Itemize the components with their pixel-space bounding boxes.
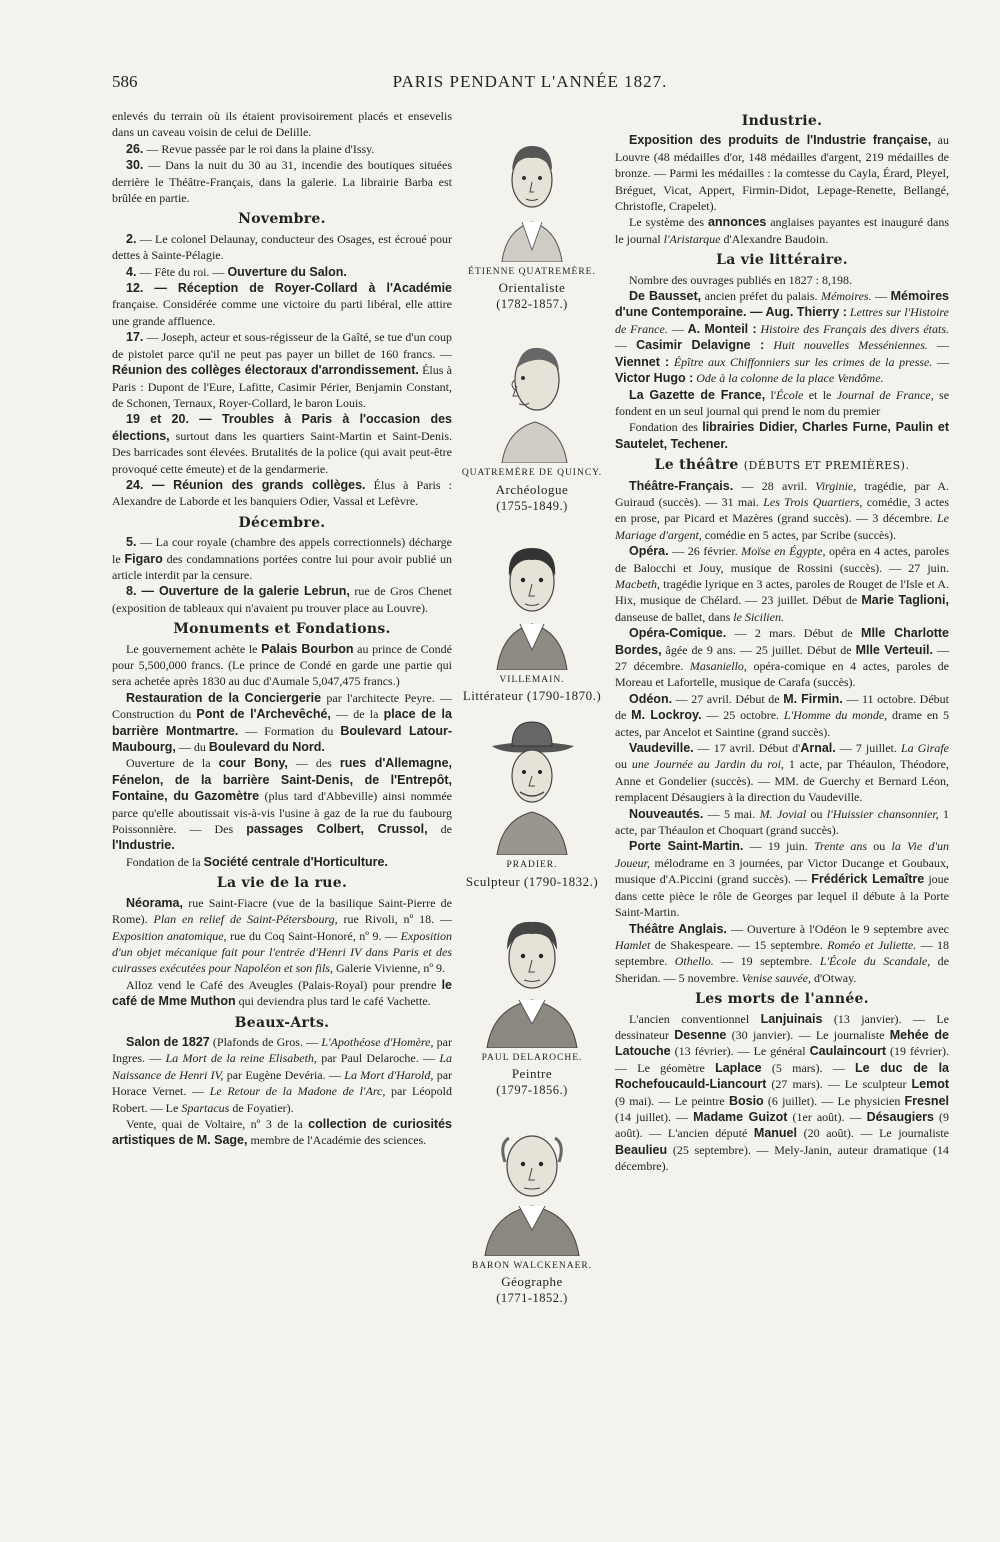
heading-vie-litteraire: La vie littéraire. [716,252,848,269]
portrait-name: PRADIER. [506,860,558,871]
portrait-name: VILLEMAIN. [499,674,565,685]
heading-theatre: Le théâtre (DÉBUTS ET PREMIÈRES). [654,457,910,474]
entry-nov-12: 12. — Réception de Royer-Collard à l'Académie française. Considérée comme une victoire du parti libéral, elle attire une grande affluence. [112,281,452,328]
paragraph: enlevés du terrain où ils étaient provisoirement placés et ensevelis dans un caveau voisin de celui de Delille. [112,109,452,140]
heading-theatre-sub: (DÉBUTS ET PREMIÈRES). [743,459,910,473]
heading-decembre: Décembre. [238,514,326,531]
portrait-engraving [487,520,577,670]
heading-monuments: Monuments et Fondations. [173,621,391,638]
paragraph: Odéon. — 27 avril. Début de M. Firmin. — 11 octobre. Début de M. Lockroy. — 25 octobre. L'Homme du monde, drame en 5 actes, par Ancelot et Saintine (grand succès). [615,691,949,739]
portrait-name: QUATREMÈRE DE QUINCY. [461,468,603,479]
paragraph: Vente, quai de Voltaire, nº 3 de la collection de curiosités artistiques de M. Sage, membre de l'Académie des sciences. [112,1116,452,1148]
heading-industrie: Industrie. [741,113,823,129]
portrait-role: Archéologue [495,481,569,497]
portrait-role: Littérateur (1790-1870.) [462,688,602,704]
portrait-engraving [482,710,582,855]
heading-beaux-arts: Beaux-Arts. [234,1014,330,1031]
portrait-role: Sculpteur (1790-1832.) [465,873,599,889]
heading-morts: Les morts de l'année. [695,991,869,1008]
portrait-baron-walckenaer [456,1104,608,1306]
paragraph: De Bausset, ancien préfet du palais. Mémoires. — Mémoires d'une Contemporaine. — Aug. Thierry : Lettres sur l'Histoire de France. — A. Monteil : Histoire des Français des divers états. — Casimir Delavigne : Huit nouvelles Messéniennes. — Viennet : Épître aux Chiffonniers sur les crimes de la presse. — Victor Hugo : Ode à la colonne de la place Vendôme. [615,289,950,386]
entry-oct-30: 30. — Dans la nuit du 30 au 31, incendie des boutiques situées derrière le Théâtre-Français, dans la galerie. La librairie Barba est brûlée en partie. [112,158,452,206]
page-number: 586 [112,72,138,91]
paragraph: Opéra. — 26 février. Moïse en Égypte, opéra en 4 actes, paroles de Balocchi et Jouy, musique de Rossini (succès). — 27 juin. Macbeth, tragédie lyrique en 3 actes, paroles de Rouget de l'Isle et A. Hix, musique de Chélard. — 23 juillet. Début de Marie Taglioni, danseuse de ballet, dans le Sicilien. [615,544,950,624]
entry-nov-17: 17. — Joseph, acteur et sous-régisseur de la Gaîté, se tue d'un coup de pistolet parce qu'il ne peut pas payer un billet de 160 francs. — Réunion des collèges électoraux d'arrondissement. Élus à Paris : Dupont de l'Eure, Lafitte, Casimir Périer, Benjamin Constant, de Schonen, Ternaux, Royer-Collard, le baron Louis. [112,330,452,410]
portrait-role: Orientaliste [498,280,566,296]
portrait-paul-delaroche [456,896,608,1098]
portrait-name: ÉTIENNE QUATREMÈRE. [468,267,596,277]
portrait-villemain [456,520,608,704]
portrait-dates: (1771-1852.) [496,1291,568,1306]
paragraph: Opéra-Comique. — 2 mars. Début de Mlle Charlotte Bordes, âgée de 9 ans. — 25 juillet. Début de Mlle Verteuil. — 27 décembre. Masaniello, opéra-comique en 4 actes, paroles de Moreau et Lafortelle, musique de Carafa (succès). [615,626,950,690]
left-column [112,108,452,1149]
paragraph: Le système des annonces anglaises payantes est inauguré dans le journal l'Aristarque d'Alexandre Baudoin. [615,215,950,246]
portrait-quatremere-de-quincy [456,318,608,513]
portrait-dates: (1797-1856.) [496,1083,568,1098]
paragraph: Exposition des produits de l'Industrie française, au Louvre (48 médailles d'or, 148 médailles d'argent, 219 médailles de bronze. — Parmi les médailles : la comtesse du Cayla, Érard, Pleyel, Bréguet, Vicat, Appert, Firmin-Didot, Lepage-Renette, Bellangé, Christofle, Crapelet). [615,133,949,214]
portrait-engraving [492,112,572,262]
portrait-role: Géographe [501,1274,563,1290]
entry-nov-24: 24. — Réunion des grands collèges. Élus à Paris : Alexandre de Laborde et les banquiers Odier, Vassal et Lefèvre. [112,477,452,509]
right-column [615,108,949,1175]
paragraph: Restauration de la Conciergerie par l'architecte Peyre. — Construction du Pont de l'Archevêché, — de la place de la barrière Montmartre. — Formation du Boulevard Latour-Maubourg, — du Boulevard du Nord. [112,690,453,755]
entry-nov-2: 2. — Le colonel Delaunay, conducteur des Osages, est écroué pour dettes à Sainte-Pélagie. [112,231,452,263]
paragraph: Nombre des ouvrages publiés en 1827 : 8,198. [629,272,852,287]
portrait-dates: (1755-1849.) [496,498,568,513]
running-title: PARIS PENDANT L'ANNÉE 1827. [392,72,668,91]
paragraph: Théâtre-Français. — 28 avril. Virginie, tragédie, par A. Guiraud (succès). — 31 mai. Les Trois Quartiers, comédie, 3 actes en prose, par Picard et Mazères (grand succès). — 3 décembre. Le Mariage d'argent, comédie en 5 actes, par Scribe (succès). [615,478,949,542]
portrait-pradier [456,710,608,889]
entry-dec-5: 5. — La cour royale (chambre des appels correctionnels) décharge le Figaro des condamnations portées contre lui pour avoir publié un article interdit par la censure. [112,535,452,582]
portrait-dates: (1782-1857.) [496,297,568,312]
portrait-name: PAUL DELAROCHE. [481,1052,583,1063]
portrait-name: BARON WALCKENAER. [471,1261,593,1272]
paragraph: Alloz vend le Café des Aveugles (Palais-Royal) pour prendre le café de Mme Muthon qui deviendra plus tard le café Vachette. [112,977,452,1009]
paragraph: Salon de 1827 (Plafonds de Gros. — L'Apothéose d'Homère, par Ingres. — La Mort de la reine Elisabeth, par Paul Delaroche. — La Naissance de Henri IV, par Eugène Devéria. — La Mort d'Harold, par Horace Vernet. — Le Retour de la Madone de l'Arc, par Léopold Robert. — Le Spartacus de Foyatier). [112,1034,453,1115]
heading-novembre: Novembre. [238,211,326,228]
paragraph: Le gouvernement achète le Palais Bourbon au prince de Condé pour 5,500,000 francs. (Le prince de Condé en garde une partie qui sera achetée après 1830 au duc d'Aumale 5,047,475 francs.) [112,641,452,689]
portrait-engraving [487,318,577,463]
paragraph: Ouverture de la cour Bony, — des rues d'Allemagne, Fénelon, de la barrière Saint-Denis, de l'Entrepôt, Fontaine, du Gazomètre (plus tard d'Abbeville) ainsi nommée parce qu'elle aboutissait vis-à-vis l'usine à gaz de la rue du faubourg Poissonnière. — Des passages Colbert, Crussol, de l'Industrie. [112,756,453,853]
paragraph: La Gazette de France, l'École et le Journal de France, se fondent en un seul journal qui prend le nom du premier [615,387,950,418]
paragraph: Porte Saint-Martin. — 19 juin. Trente ans ou la Vie d'un Joueur, mélodrame en 3 journées, par Victor Ducange et Goubaux, musique d'A.Piccini (grand succès). — Frédérick Lemaître joue dans cette pièce le rôle de Georges par lequel il débute à la Porte Saint-Martin. [615,839,950,920]
paragraph: Théâtre Anglais. — Ouverture à l'Odéon le 9 septembre avec Hamlet de Shakespeare. — 15 septembre. Roméo et Juliette. — 18 septembre. Othello. — 19 septembre. L'École du Scandale, de Sheridan. — 5 novembre. Venise sauvée, d'Otway. [615,921,950,985]
entry-oct-26: 26. — Revue passée par le roi dans la plaine d'Issy. [126,141,375,156]
page-header [112,72,948,98]
portrait-engraving [477,896,587,1048]
paragraph: Néorama, rue Saint-Fiacre (vue de la basilique Saint-Pierre de Rome). Plan en relief de Saint-Pétersbourg, rue Rivoli, nº 18. —Exposition anatomique, rue du Coq Saint-Honoré, nº 9. — Exposition d'un objet mécanique fait pour l'entrée d'Henri IV dans Paris et des cuirasses exécutées pour Napoléon et son fils, Galerie Vivienne, nº 9. [112,895,452,976]
portrait-etienne-quatremere [456,112,608,312]
heading-vie-de-la-rue: La vie de la rue. [216,875,348,892]
portrait-role: Peintre [511,1066,553,1082]
entry-nov-19: 19 et 20. — Troubles à Paris à l'occasion des élections, surtout dans les quartiers Saint-Martin et Saint-Denis. Des barricades sont élevées. Brutalités de la police (qui avait peut-être provoqué cette émeute) et de la gendarmerie. [112,412,452,476]
entry-dec-8: 8. — Ouverture de la galerie Lebrun, rue de Gros Chenet (exposition de tableaux qui n'avaient pu trouver place au Louvre). [112,584,452,615]
portrait-engraving [477,1104,587,1256]
paragraph: Vaudeville. — 17 avril. Début d'Arnal. — 7 juillet. La Girafe ou une Journée au Jardin du roi, 1 acte, par Théaulon, Théodore, Anne et Gondelier (succès). — MM. de Guerchy et Bernard Léon, remplacent Désaugiers à la direction du Vaudeville. [615,741,949,805]
portrait-column [456,112,608,1312]
paragraph: Nouveautés. — 5 mai. M. Jovial ou l'Huissier chansonnier, 1 acte, par Théaulon et Choquart (grand succès). [615,806,949,838]
entry-nov-4: 4. — Fête du roi. — Ouverture du Salon. [126,264,347,279]
paragraph: Fondation de la Société centrale d'Horticulture. [126,854,388,869]
paragraph: L'ancien conventionnel Lanjuinais (13 janvier). — Le dessinateur Desenne (30 janvier). — Le journaliste Mehée de Latouche (13 février). — Le général Caulaincourt (19 février). — Le géomètre Laplace (5 mars). — Le duc de la Rochefoucauld-Liancourt (27 mars). — Le sculpteur Lemot (9 mai). — Le peintre Bosio (6 juillet). — Le physicien Fresnel (14 juillet). — Madame Guizot (1er août). — Désaugiers (9 août). — L'ancien député Manuel (20 août). — Le journaliste Beaulieu (25 septembre). — Mely-Janin, auteur dramatique (14 décembre). [615,1011,950,1174]
paragraph: Fondation des librairies Didier, Charles Furne, Paulin et Sautelet, Techener. [615,420,949,451]
